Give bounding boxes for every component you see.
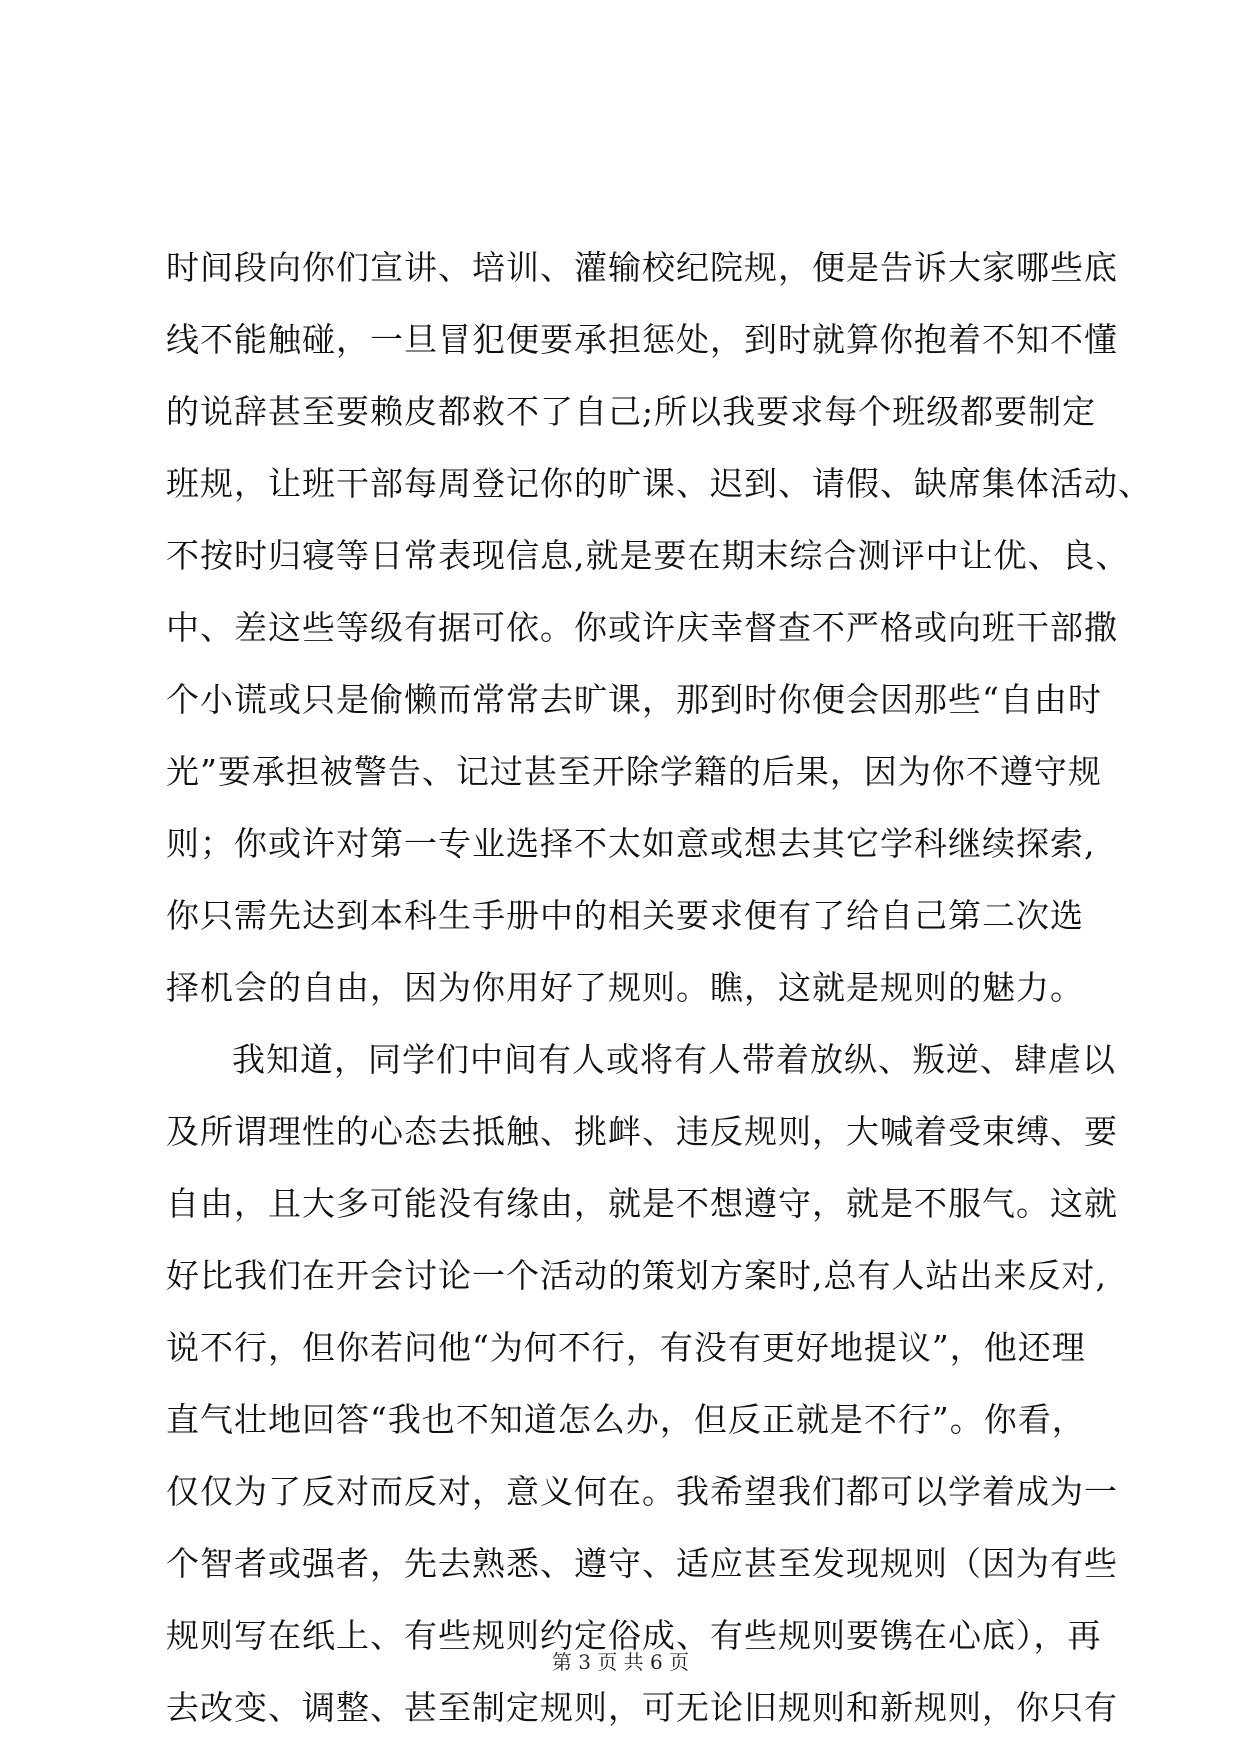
text-line: 好比我们在开会讨论一个活动的策划方案时,总有人站出来反对, bbox=[166, 1256, 1107, 1295]
text-line: 则；你或许对第一专业选择不太如意或想去其它学科继续探索, bbox=[166, 824, 1096, 863]
body-text bbox=[166, 232, 1152, 1744]
text-line: 光”要承担被警告、记过甚至开除学籍的后果，因为你不遵守规 bbox=[166, 752, 1102, 791]
text-line: 择机会的自由，因为你用好了规则。瞧，这就是规则的魅力。 bbox=[166, 968, 1084, 1007]
text-line: 去改变、调整、甚至制定规则，可无论旧规则和新规则，你只有 bbox=[166, 1688, 1118, 1727]
text-line: 说不行，但你若问他“为何不行，有没有更好地提议”，他还理 bbox=[166, 1328, 1086, 1367]
text-line: 直气壮地回答“我也不知道怎么办，但反正就是不行”。你看， bbox=[166, 1400, 1086, 1439]
text-line: 个小谎或只是偷懒而常常去旷课，那到时你便会因那些“自由时 bbox=[166, 680, 1102, 719]
text-line: 的说辞甚至要赖皮都救不了自己;所以我要求每个班级都要制定 bbox=[166, 392, 1097, 431]
text-line: 我知道，同学们中间有人或将有人带着放纵、叛逆、肆虐以 bbox=[232, 1040, 1116, 1079]
text-line: 时间段向你们宣讲、培训、灌输校纪院规，便是告诉大家哪些底 bbox=[166, 248, 1118, 287]
text-line: 线不能触碰，一旦冒犯便要承担惩处，到时就算你抱着不知不懂 bbox=[166, 320, 1118, 359]
paragraph-2 bbox=[166, 1024, 1118, 1744]
text-line: 你只需先达到本科生手册中的相关要求便有了给自己第二次选 bbox=[166, 896, 1084, 935]
text-line: 规则写在纸上、有些规则约定俗成、有些规则要镌在心底），再 bbox=[166, 1616, 1102, 1655]
text-line: 个智者或强者，先去熟悉、遵守、适应甚至发现规则（因为有些 bbox=[166, 1544, 1118, 1583]
text-line: 及所谓理性的心态去抵触、挑衅、违反规则，大喊着受束缚、要 bbox=[166, 1112, 1118, 1151]
text-line: 中、差这些等级有据可依。你或许庆幸督查不严格或向班干部撒 bbox=[166, 608, 1118, 647]
page-number: 第 3 页 共 6 页 bbox=[551, 1650, 690, 1674]
text-line: 自由，且大多可能没有缘由，就是不想遵守，就是不服气。这就 bbox=[166, 1184, 1118, 1223]
text-line: 班规，让班干部每周登记你的旷课、迟到、请假、缺席集体活动、 bbox=[166, 464, 1152, 503]
page-footer bbox=[0, 1650, 1241, 1674]
text-line: 仅仅为了反对而反对，意义何在。我希望我们都可以学着成为一 bbox=[166, 1472, 1118, 1511]
paragraph-1 bbox=[166, 232, 1152, 1024]
text-line: 不按时归寝等日常表现信息,就是要在期末综合测评中让优、良、 bbox=[166, 536, 1130, 575]
